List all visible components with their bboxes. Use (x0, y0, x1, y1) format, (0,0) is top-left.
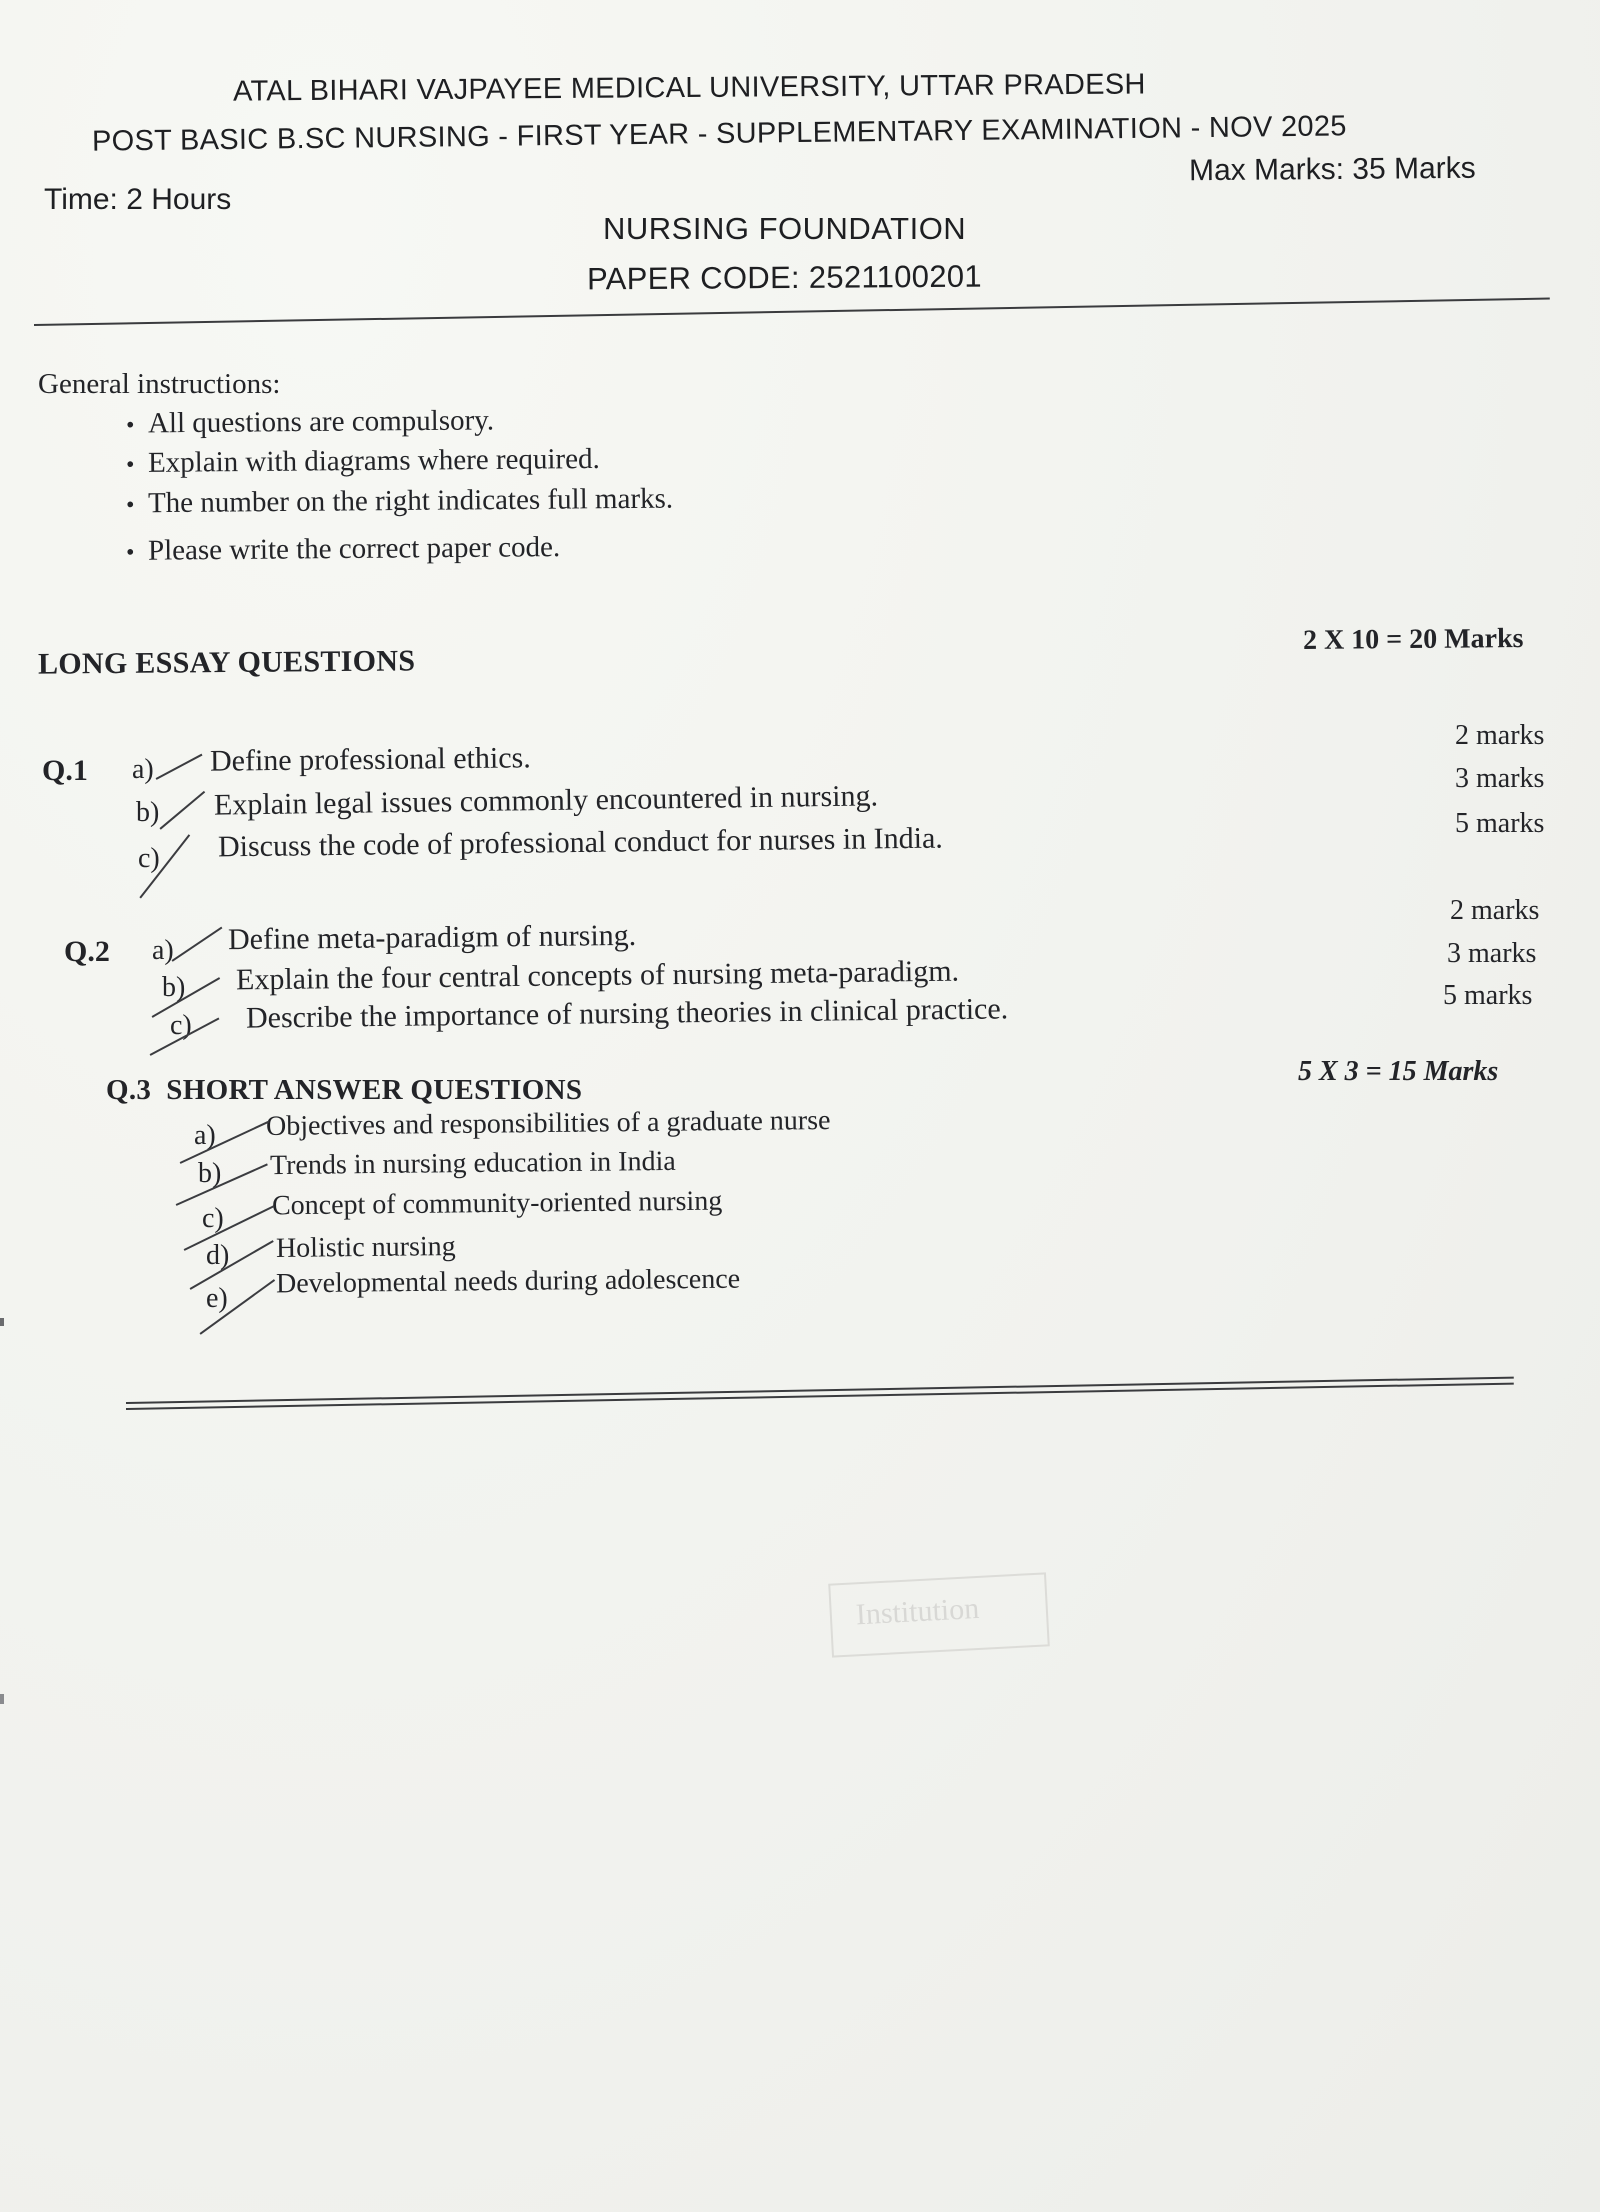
short-answer-letter: e) (206, 1283, 228, 1314)
short-answer-title: Q.3 SHORT ANSWER QUESTIONS (106, 1074, 583, 1106)
subject-title: NURSING FOUNDATION (603, 211, 967, 246)
bullet-icon: • (125, 412, 135, 439)
question-part-text: Explain the four central concepts of nursing meta-paradigm. (235, 954, 960, 997)
short-answer-text: Objectives and responsibilities of a graduate nurse (265, 1105, 831, 1142)
question-part-letter: b) (162, 972, 186, 1003)
short-answer-text: Trends in nursing education in India (269, 1145, 676, 1182)
long-essay-title: LONG ESSAY QUESTIONS (37, 644, 416, 681)
short-answer-letter: d) (206, 1240, 230, 1271)
instruction-item: • The number on the right indicates full marks. (125, 482, 674, 520)
bullet-icon: • (125, 492, 135, 519)
question-part-text: Explain legal issues commonly encountered in nursing. (213, 779, 879, 822)
institution-stamp: Institution (828, 1572, 1050, 1657)
instruction-item: • Please write the correct paper code. (125, 531, 561, 567)
question-part-text: Define professional ethics. (209, 741, 531, 778)
short-answer-letter: c) (202, 1203, 224, 1234)
short-answer-marks: 5 X 3 = 15 Marks (1298, 1056, 1499, 1087)
question-part-letter: b) (136, 797, 160, 828)
university-name: ATAL BIHARI VAJPAYEE MEDICAL UNIVERSITY, UTTAR PRADESH (232, 68, 1146, 108)
question-part-letter: c) (170, 1010, 192, 1041)
exam-title: POST BASIC B.SC NURSING - FIRST YEAR - SUPPLEMENTARY EXAMINATION - NOV 2025 (91, 110, 1347, 158)
question-part-marks: 5 marks (1443, 980, 1533, 1011)
long-essay-marks: 2 X 10 = 20 Marks (1302, 623, 1524, 656)
question-part-letter: a) (152, 935, 174, 966)
paper-code: PAPER CODE: 2521100201 (586, 258, 983, 297)
question-part-letter: c) (138, 843, 160, 874)
short-answer-text: Concept of community-oriented nursing (271, 1185, 723, 1222)
footer-divider (126, 1377, 1514, 1404)
question-number: Q.1 (42, 754, 88, 787)
instructions-title: General instructions: (38, 368, 281, 400)
bullet-icon: • (125, 539, 135, 566)
pen-tick-mark (172, 927, 223, 962)
short-answer-text: Developmental needs during adolescence (275, 1263, 741, 1300)
question-number: Q.2 (64, 935, 110, 968)
short-answer-letter: a) (194, 1120, 216, 1151)
edge-mark (0, 1318, 4, 1326)
question-part-letter: a) (132, 754, 154, 785)
question-part-marks: 3 marks (1447, 938, 1537, 969)
pen-tick-mark (176, 1163, 268, 1205)
short-answer-text: Holistic nursing (275, 1231, 456, 1264)
max-marks: Max Marks: 35 Marks (1188, 151, 1476, 188)
exam-time: Time: 2 Hours (44, 183, 232, 216)
question-part-text: Define meta-paradigm of nursing. (227, 918, 637, 957)
pen-tick-mark (159, 791, 204, 830)
short-answer-letter: b) (198, 1158, 222, 1189)
question-part-text: Discuss the code of professional conduct for nurses in India. (217, 821, 943, 864)
instruction-item: • Explain with diagrams where required. (125, 442, 600, 479)
header-divider (34, 298, 1550, 326)
instruction-item: • All questions are compulsory. (125, 404, 495, 440)
question-part-marks: 3 marks (1455, 763, 1545, 794)
question-part-marks: 2 marks (1455, 720, 1545, 751)
question-part-text: Describe the importance of nursing theories in clinical practice. (245, 992, 1009, 1035)
pen-tick-mark (190, 1240, 274, 1289)
question-part-marks: 2 marks (1450, 895, 1540, 926)
pen-tick-mark (156, 754, 203, 780)
question-part-marks: 5 marks (1455, 808, 1545, 839)
bullet-icon: • (125, 451, 135, 479)
footer-divider (126, 1383, 1514, 1410)
edge-mark (0, 1694, 4, 1704)
